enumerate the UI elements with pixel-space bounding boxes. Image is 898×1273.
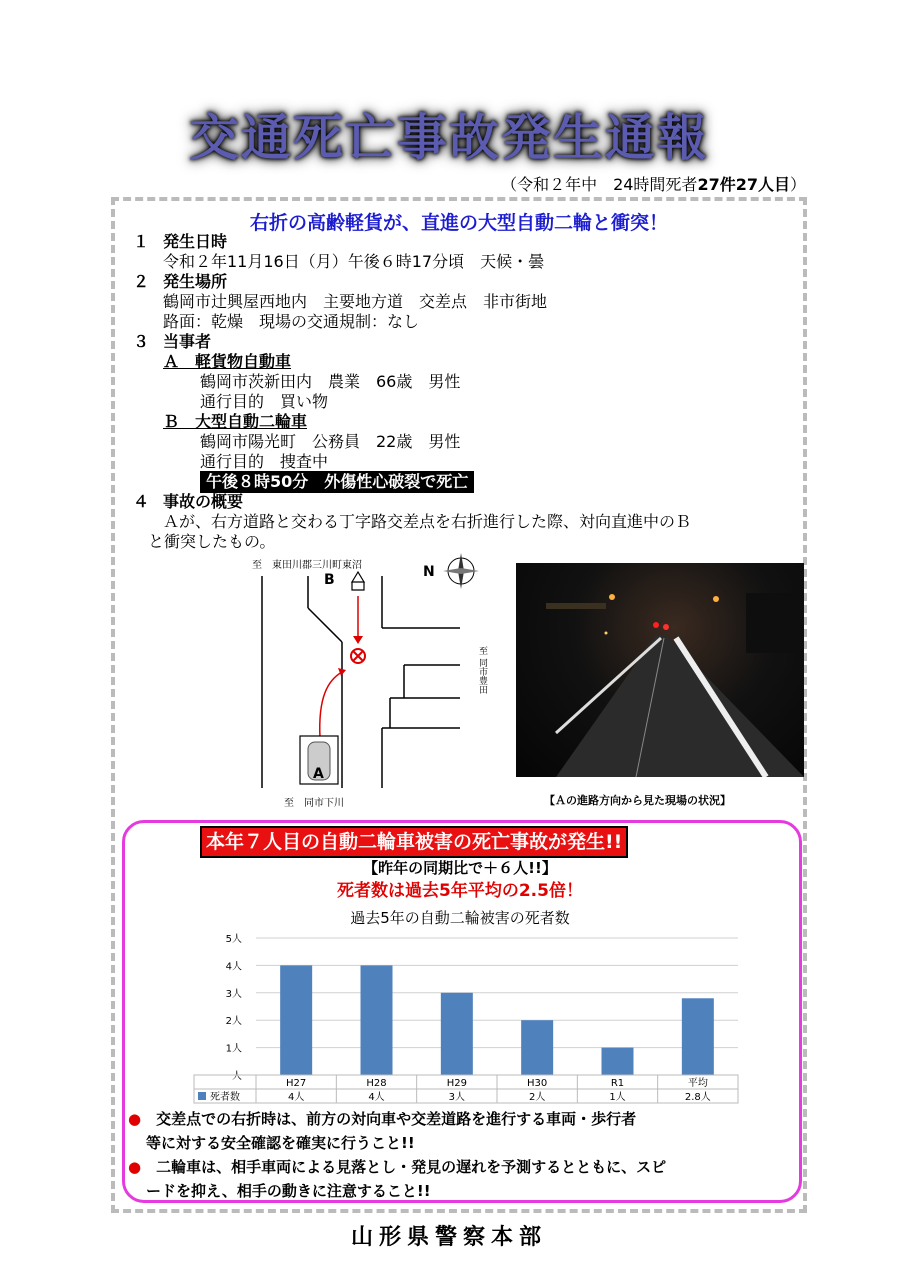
safety-note-2-line2: ードを抑え、相手の動きに注意すること!!: [146, 1182, 431, 1200]
party-b-fatal-note: 午後８時50分 外傷性心破裂で死亡: [200, 471, 474, 493]
y-tick-label: 4人: [225, 961, 242, 973]
direction-north-label: 至 東田川郡三川町東沼: [252, 560, 362, 571]
data-table-value: 4人: [368, 1092, 385, 1103]
party-b-marker: B: [324, 572, 335, 588]
legend-swatch: [198, 1092, 206, 1100]
direction-south-label: 至 同市下川: [284, 798, 344, 809]
x-tick-label: 平均: [687, 1078, 708, 1089]
data-table-value: 3人: [448, 1092, 466, 1103]
party-a-purpose: 通行目的 買い物: [200, 392, 329, 411]
party-b-title: Ｂ 大型自動二輪車: [163, 412, 308, 431]
bar-R1: [602, 1048, 634, 1075]
section-4-text-1: Ａが、右方道路と交わる丁字路交差点を右折進行した際、対向直進中のＢ: [163, 512, 692, 531]
x-tick-label: H29: [446, 1078, 467, 1089]
section-1-title: 発生日時: [163, 232, 228, 251]
data-table-value: 2人: [528, 1092, 546, 1103]
bar-H27: [280, 965, 312, 1075]
section-4-title: 事故の概要: [163, 492, 244, 511]
subtitle-prefix: （令和２年中 24時間死者: [501, 175, 698, 194]
scene-photo: [516, 563, 804, 777]
y-tick-label: 2人: [225, 1016, 242, 1028]
svg-text:至 同市豊田: 至 同市豊田: [477, 646, 487, 694]
y-tick-label: 1人: [225, 1043, 242, 1055]
warning-headline: 本年７人目の自動二輪車被害の死亡事故が発生!!: [200, 826, 628, 858]
section-4-number: ４: [133, 492, 150, 511]
y-tick-label: 3人: [225, 988, 242, 1000]
car-path: [320, 672, 342, 738]
scene-photo-image: [516, 563, 804, 777]
safety-note-1-line1: 交差点での右折時は、前方の対向車や交差道路を進行する車両・歩行者: [156, 1110, 637, 1128]
safety-note-1-line2: 等に対する安全確認を確実に行うこと!!: [146, 1134, 415, 1152]
motorcycle-icon: [352, 572, 364, 590]
bar-平均: [682, 998, 714, 1075]
chart-title: 過去5年の自動二輪被害の死者数: [350, 909, 570, 927]
party-b-info: 鶴岡市陽光町 公務員 22歳 男性: [200, 432, 461, 451]
section-2-text-1: 鶴岡市辻興屋西地内 主要地方道 交差点 非市街地: [163, 292, 548, 311]
bar-H30: [521, 1020, 553, 1075]
bar-H28: [361, 965, 393, 1075]
bullet-icon: ●: [128, 1158, 142, 1176]
collision-icon: [351, 649, 365, 663]
fatality-bar-chart: [190, 930, 750, 1105]
warning-average: 死者数は過去5年平均の2.5倍！: [337, 881, 583, 901]
y-tick-label: 5人: [225, 934, 242, 945]
fatality-count: 27件27人目: [697, 175, 790, 194]
bullet-icon: ●: [128, 1110, 142, 1128]
x-tick-label: R1: [610, 1078, 625, 1089]
subtitle: [501, 172, 806, 195]
section-4-text-2: と衝突したもの。: [148, 532, 276, 551]
legend-label: 死者数: [210, 1092, 240, 1103]
party-b-purpose: 通行目的 捜査中: [200, 452, 329, 471]
bar-H29: [441, 993, 473, 1075]
section-1-number: １: [133, 232, 150, 251]
section-3-title: 当事者: [163, 332, 212, 351]
section-2-number: ２: [133, 272, 150, 291]
x-tick-label: H28: [366, 1078, 387, 1089]
x-tick-label: H27: [286, 1078, 307, 1089]
data-table-value: 2.8人: [684, 1092, 711, 1103]
subtitle-suffix: ）: [789, 175, 806, 194]
page-title: 交通死亡事故発生通報: [189, 109, 709, 167]
y-tick-label: 人: [232, 1071, 242, 1082]
accident-diagram: [240, 552, 500, 814]
footer-issuer: 山形県警察本部: [350, 1225, 547, 1250]
section-1-text: 令和２年11月16日（月）午後６時17分頃 天候・曇: [163, 252, 545, 271]
section-2-text-2: 路面：乾燥 現場の交通規制：なし: [163, 312, 420, 331]
x-tick-label: H30: [527, 1078, 548, 1089]
data-table-value: 1人: [609, 1092, 626, 1103]
direction-east-label: [477, 646, 488, 694]
compass-icon: [443, 553, 479, 589]
warning-comparison: 【昨年の同期比で＋６人!!】: [363, 859, 557, 877]
section-3-number: ３: [133, 332, 150, 351]
safety-note-2: [128, 1155, 666, 1179]
photo-caption: 【Ａの進路方向から見た現場の状況】: [544, 794, 731, 807]
safety-note-1: [128, 1107, 636, 1131]
party-a-marker: A: [313, 766, 324, 782]
road-edge: [308, 608, 342, 642]
section-2-title: 発生場所: [163, 272, 228, 291]
party-a-info: 鶴岡市茨新田内 農業 66歳 男性: [200, 372, 461, 391]
data-table-value: 4人: [287, 1092, 305, 1103]
headline: 右折の高齢軽貨が、直進の大型自動二輪と衝突！: [249, 212, 668, 234]
party-a-title: Ａ 軽貨物自動車: [163, 352, 292, 371]
north-label: N: [423, 564, 435, 580]
safety-note-2-line1: 二輪車は、相手車両による見落とし・発見の遅れを予測するとともに、スピ: [156, 1158, 667, 1176]
